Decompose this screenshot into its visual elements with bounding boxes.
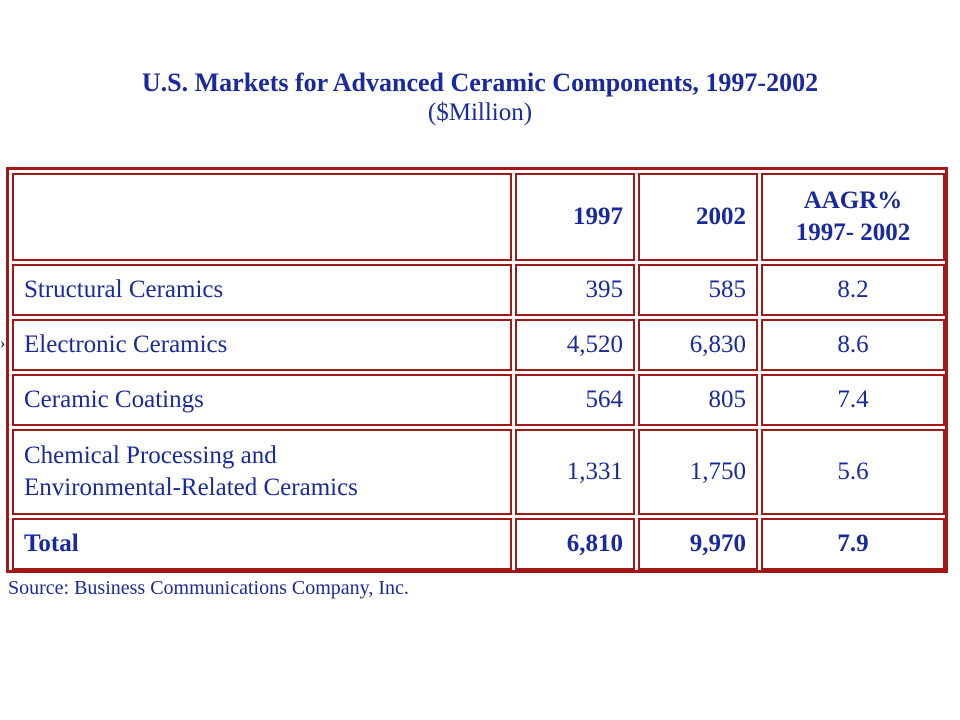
table-row [12, 319, 945, 371]
table-total-row [12, 518, 945, 570]
row-label-line2: Environmental-Related Ceramics [24, 474, 358, 501]
page-title: U.S. Markets for Advanced Ceramic Components, 1997-2002 [141, 68, 819, 97]
market-table-frame [6, 167, 948, 573]
total-label: Total [12, 518, 512, 570]
row-2002: 6,830 [638, 319, 758, 371]
row-aagr: 8.6 [761, 319, 945, 371]
table-row [12, 429, 945, 515]
source-note: Source: Business Communications Company, Inc. [8, 577, 409, 599]
row-aagr: 7.4 [761, 374, 945, 426]
row-2002: 1,750 [638, 429, 758, 515]
table-header-row [12, 173, 945, 261]
total-aagr: 7.9 [761, 518, 945, 570]
title-block [0, 68, 960, 128]
row-1997: 395 [515, 264, 635, 316]
row-1997: 564 [515, 374, 635, 426]
market-table [9, 170, 948, 573]
row-label [12, 429, 512, 515]
row-aagr: 8.2 [761, 264, 945, 316]
table-row [12, 374, 945, 426]
row-1997: 4,520 [515, 319, 635, 371]
total-1997: 6,810 [515, 518, 635, 570]
header-label-cell [12, 173, 512, 261]
header-2002: 2002 [638, 173, 758, 261]
bullet-arrow-icon: › [0, 335, 6, 352]
header-aagr-line2: 1997- 2002 [795, 219, 911, 246]
header-aagr [761, 173, 945, 261]
row-aagr: 5.6 [761, 429, 945, 515]
table-row [12, 264, 945, 316]
row-label: Ceramic Coatings [12, 374, 512, 426]
header-aagr-line1: AAGR% [803, 187, 903, 214]
row-2002: 805 [638, 374, 758, 426]
page-subtitle: ($Million) [427, 99, 533, 126]
row-label-line1: Chemical Processing and [24, 442, 277, 469]
row-2002: 585 [638, 264, 758, 316]
row-label: Electronic Ceramics [12, 319, 512, 371]
header-1997: 1997 [515, 173, 635, 261]
row-1997: 1,331 [515, 429, 635, 515]
total-2002: 9,970 [638, 518, 758, 570]
row-label: Structural Ceramics [12, 264, 512, 316]
